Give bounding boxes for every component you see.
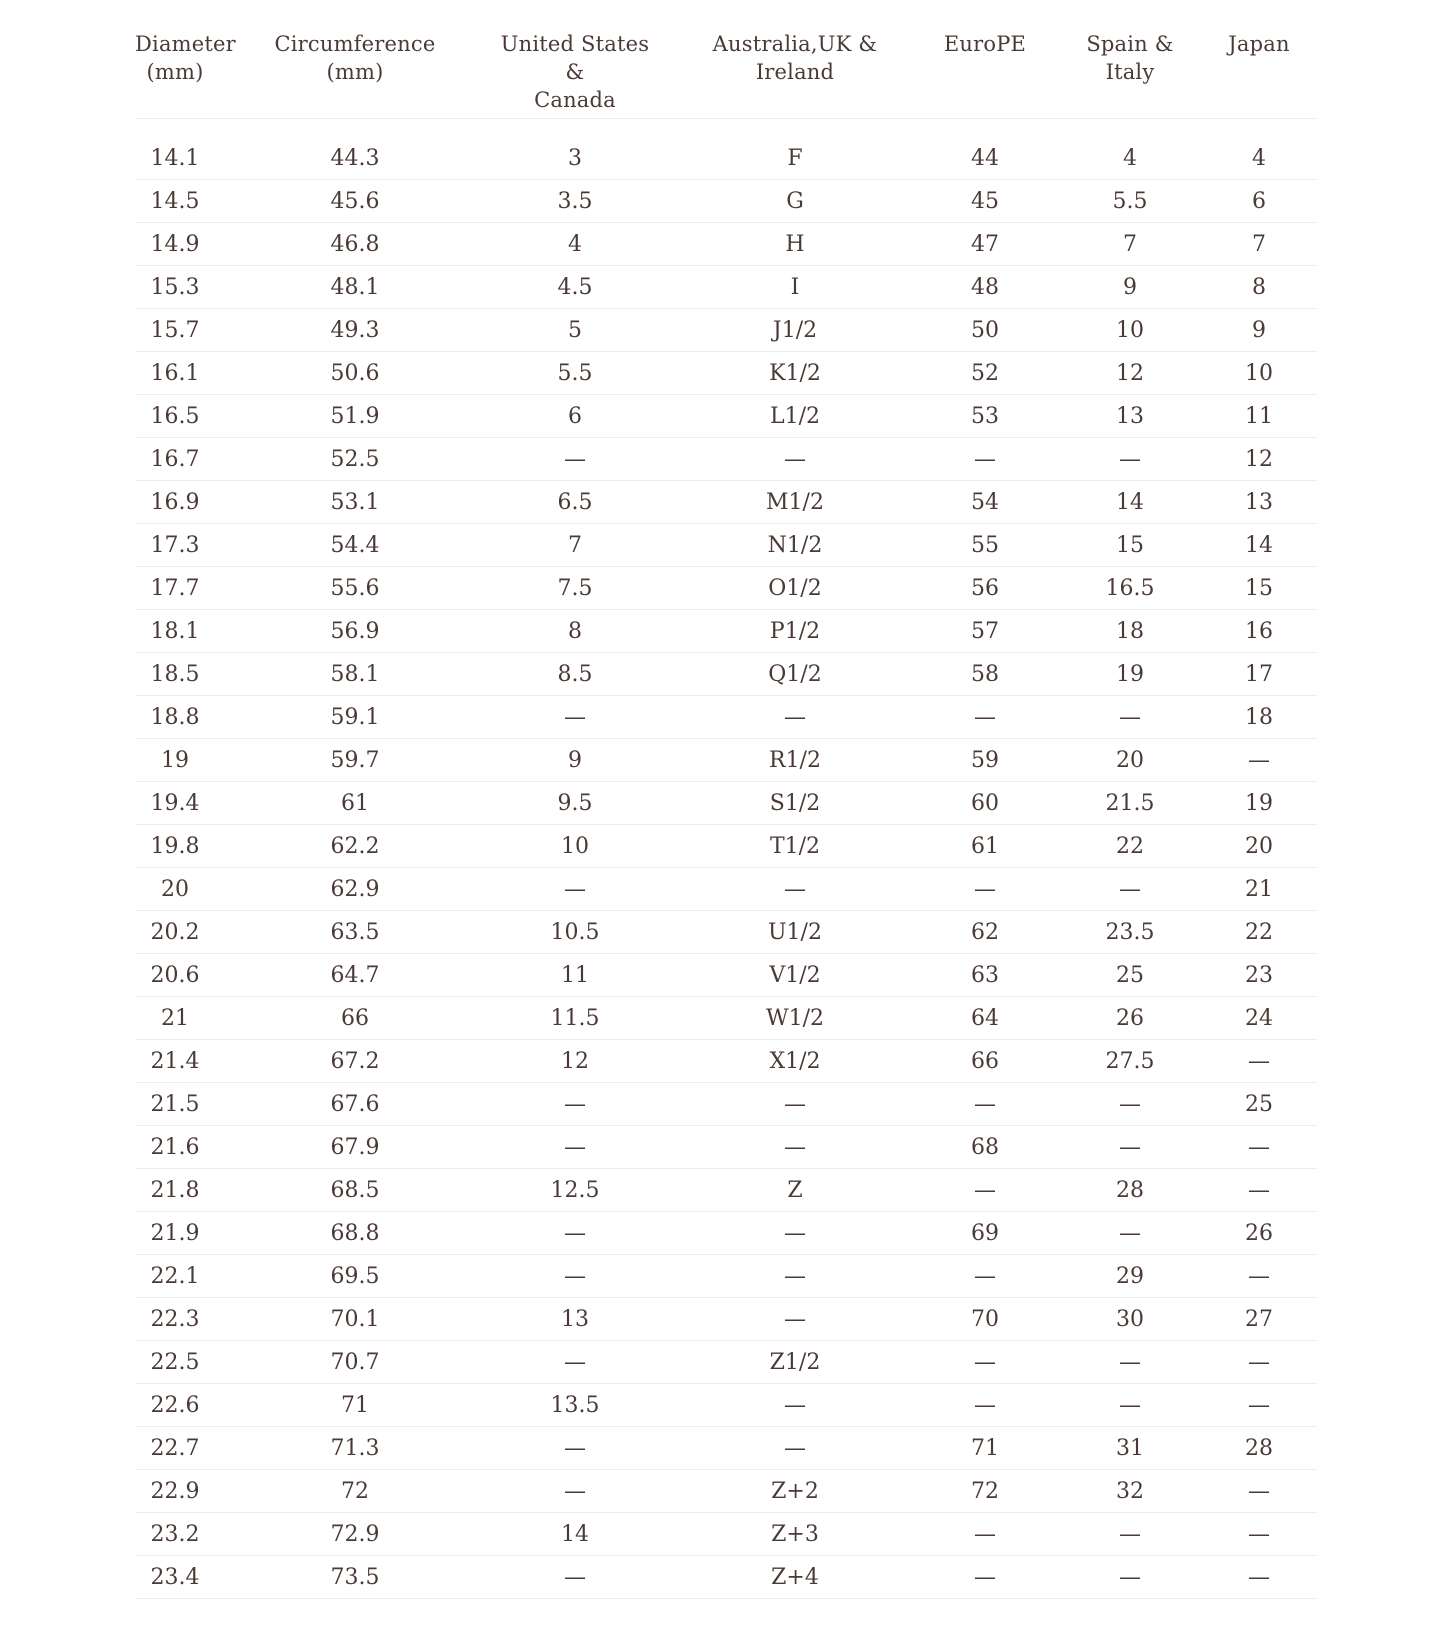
cell-japan: 19 xyxy=(1245,790,1273,816)
cell-japan: — xyxy=(1248,1521,1270,1547)
cell-us-canada: 14 xyxy=(561,1521,589,1547)
cell-japan: 23 xyxy=(1245,962,1273,988)
cell-australia-uk-ireland: M1/2 xyxy=(766,489,824,515)
cell-us-canada: — xyxy=(564,1478,586,1504)
table-row xyxy=(135,1384,1317,1427)
cell-spain-italy: 13 xyxy=(1116,403,1144,429)
cell-europe: 52 xyxy=(971,360,999,386)
cell-australia-uk-ireland: Z+4 xyxy=(771,1564,819,1590)
cell-japan: 17 xyxy=(1245,661,1273,687)
cell-diameter: 18.1 xyxy=(150,618,200,644)
cell-europe: 71 xyxy=(971,1435,999,1461)
table-row xyxy=(135,180,1317,223)
table-row xyxy=(135,825,1317,868)
cell-circumference: 59.7 xyxy=(330,747,380,773)
cell-japan: 11 xyxy=(1245,403,1273,429)
header-diameter: Diameter (mm) xyxy=(135,32,236,84)
cell-japan: 20 xyxy=(1245,833,1273,859)
cell-europe: — xyxy=(974,1349,996,1375)
cell-spain-italy: 9 xyxy=(1123,274,1137,300)
cell-japan: 21 xyxy=(1245,876,1273,902)
cell-europe: — xyxy=(974,1091,996,1117)
cell-europe: 70 xyxy=(971,1306,999,1332)
table-row xyxy=(135,954,1317,997)
cell-australia-uk-ireland: — xyxy=(784,704,806,730)
cell-diameter: 18.5 xyxy=(150,661,200,687)
cell-australia-uk-ireland: T1/2 xyxy=(769,833,821,859)
ring-size-table xyxy=(135,30,1317,1599)
cell-diameter: 21.5 xyxy=(150,1091,200,1117)
cell-circumference: 44.3 xyxy=(330,145,380,171)
table-row xyxy=(135,1470,1317,1513)
cell-circumference: 58.1 xyxy=(330,661,380,687)
cell-circumference: 67.9 xyxy=(330,1134,380,1160)
cell-circumference: 71 xyxy=(341,1392,369,1418)
cell-japan: 9 xyxy=(1252,317,1266,343)
table-row xyxy=(135,1083,1317,1126)
cell-diameter: 23.4 xyxy=(150,1564,200,1590)
cell-circumference: 55.6 xyxy=(330,575,380,601)
cell-japan: — xyxy=(1248,1564,1270,1590)
cell-circumference: 69.5 xyxy=(330,1263,380,1289)
cell-us-canada: 3.5 xyxy=(557,188,593,214)
cell-europe: 47 xyxy=(971,231,999,257)
cell-us-canada: — xyxy=(564,1220,586,1246)
cell-australia-uk-ireland: P1/2 xyxy=(769,618,821,644)
cell-us-canada: — xyxy=(564,876,586,902)
cell-us-canada: — xyxy=(564,1134,586,1160)
cell-us-canada: 12.5 xyxy=(550,1177,600,1203)
cell-diameter: 22.6 xyxy=(150,1392,200,1418)
cell-us-canada: — xyxy=(564,1435,586,1461)
cell-us-canada: 9.5 xyxy=(557,790,593,816)
cell-japan: 4 xyxy=(1252,145,1266,171)
cell-australia-uk-ireland: — xyxy=(784,1091,806,1117)
cell-japan: 25 xyxy=(1245,1091,1273,1117)
cell-diameter: 16.5 xyxy=(150,403,200,429)
cell-diameter: 22.1 xyxy=(150,1263,200,1289)
cell-australia-uk-ireland: — xyxy=(784,876,806,902)
cell-spain-italy: 30 xyxy=(1116,1306,1144,1332)
cell-us-canada: 5.5 xyxy=(557,360,593,386)
cell-spain-italy: — xyxy=(1119,876,1141,902)
cell-diameter: 17.7 xyxy=(150,575,200,601)
cell-circumference: 54.4 xyxy=(330,532,380,558)
cell-us-canada: 9 xyxy=(568,747,582,773)
table-row xyxy=(135,352,1317,395)
cell-us-canada: — xyxy=(564,1091,586,1117)
cell-us-canada: 4.5 xyxy=(557,274,593,300)
cell-australia-uk-ireland: F xyxy=(787,145,803,171)
cell-europe: 68 xyxy=(971,1134,999,1160)
cell-diameter: 14.5 xyxy=(150,188,200,214)
cell-circumference: 53.1 xyxy=(330,489,380,515)
cell-circumference: 73.5 xyxy=(330,1564,380,1590)
table-row xyxy=(135,438,1317,481)
cell-japan: 7 xyxy=(1252,231,1266,257)
cell-europe: 62 xyxy=(971,919,999,945)
header-europe: EuroPE xyxy=(943,32,1027,56)
table-row xyxy=(135,1427,1317,1470)
cell-japan: 6 xyxy=(1252,188,1266,214)
cell-europe: 50 xyxy=(971,317,999,343)
cell-spain-italy: 28 xyxy=(1116,1177,1144,1203)
cell-diameter: 21.9 xyxy=(150,1220,200,1246)
cell-us-canada: — xyxy=(564,1263,586,1289)
cell-europe: — xyxy=(974,1392,996,1418)
cell-australia-uk-ireland: Z+3 xyxy=(771,1521,819,1547)
table-row xyxy=(135,137,1317,180)
cell-australia-uk-ireland: — xyxy=(784,1306,806,1332)
cell-europe: 72 xyxy=(971,1478,999,1504)
cell-australia-uk-ireland: N1/2 xyxy=(767,532,823,558)
cell-circumference: 59.1 xyxy=(330,704,380,730)
table-row xyxy=(135,911,1317,954)
cell-diameter: 15.7 xyxy=(150,317,200,343)
cell-spain-italy: 4 xyxy=(1123,145,1137,171)
cell-us-canada: 8.5 xyxy=(557,661,593,687)
cell-circumference: 61 xyxy=(341,790,369,816)
cell-spain-italy: 20 xyxy=(1116,747,1144,773)
table-body xyxy=(135,119,1317,1599)
cell-europe: 45 xyxy=(971,188,999,214)
cell-circumference: 71.3 xyxy=(330,1435,380,1461)
cell-europe: 59 xyxy=(971,747,999,773)
table-row xyxy=(135,868,1317,911)
cell-spain-italy: — xyxy=(1119,704,1141,730)
table-row xyxy=(135,782,1317,825)
cell-europe: 56 xyxy=(971,575,999,601)
cell-spain-italy: 7 xyxy=(1123,231,1137,257)
cell-australia-uk-ireland: O1/2 xyxy=(768,575,822,601)
cell-diameter: 23.2 xyxy=(150,1521,200,1547)
cell-circumference: 51.9 xyxy=(330,403,380,429)
cell-europe: — xyxy=(974,704,996,730)
header-spain-italy: Spain & Italy xyxy=(1086,32,1174,84)
cell-europe: 57 xyxy=(971,618,999,644)
cell-spain-italy: — xyxy=(1119,1220,1141,1246)
cell-japan: 10 xyxy=(1245,360,1273,386)
cell-us-canada: 10.5 xyxy=(550,919,600,945)
cell-australia-uk-ireland: V1/2 xyxy=(769,962,821,988)
cell-circumference: 67.6 xyxy=(330,1091,380,1117)
table-row xyxy=(135,524,1317,567)
cell-europe: 63 xyxy=(971,962,999,988)
table-row xyxy=(135,266,1317,309)
table-row xyxy=(135,395,1317,438)
cell-spain-italy: 10 xyxy=(1116,317,1144,343)
cell-japan: 12 xyxy=(1245,446,1273,472)
cell-japan: 27 xyxy=(1245,1306,1273,1332)
cell-australia-uk-ireland: G xyxy=(786,188,804,214)
cell-australia-uk-ireland: I xyxy=(790,274,800,300)
cell-europe: 66 xyxy=(971,1048,999,1074)
cell-japan: 24 xyxy=(1245,1005,1273,1031)
cell-us-canada: 12 xyxy=(561,1048,589,1074)
cell-diameter: 20.2 xyxy=(150,919,200,945)
cell-diameter: 16.1 xyxy=(150,360,200,386)
cell-diameter: 22.3 xyxy=(150,1306,200,1332)
cell-japan: 8 xyxy=(1252,274,1266,300)
cell-europe: — xyxy=(974,1177,996,1203)
cell-australia-uk-ireland: L1/2 xyxy=(769,403,820,429)
cell-spain-italy: 27.5 xyxy=(1105,1048,1155,1074)
cell-japan: 28 xyxy=(1245,1435,1273,1461)
table-row xyxy=(135,739,1317,782)
cell-diameter: 14.1 xyxy=(150,145,200,171)
cell-diameter: 14.9 xyxy=(150,231,200,257)
cell-japan: 15 xyxy=(1245,575,1273,601)
cell-australia-uk-ireland: Z+2 xyxy=(771,1478,819,1504)
cell-europe: — xyxy=(974,876,996,902)
cell-japan: — xyxy=(1248,1134,1270,1160)
cell-circumference: 49.3 xyxy=(330,317,380,343)
cell-australia-uk-ireland: S1/2 xyxy=(769,790,821,816)
table-row xyxy=(135,1556,1317,1599)
table-row xyxy=(135,1169,1317,1212)
cell-us-canada: 8 xyxy=(568,618,582,644)
cell-diameter: 20 xyxy=(161,876,189,902)
cell-diameter: 16.9 xyxy=(150,489,200,515)
cell-europe: — xyxy=(974,1263,996,1289)
cell-spain-italy: — xyxy=(1119,1349,1141,1375)
cell-spain-italy: 16.5 xyxy=(1105,575,1155,601)
cell-europe: 58 xyxy=(971,661,999,687)
cell-spain-italy: — xyxy=(1119,1392,1141,1418)
cell-diameter: 20.6 xyxy=(150,962,200,988)
table-row xyxy=(135,1212,1317,1255)
cell-circumference: 70.1 xyxy=(330,1306,380,1332)
cell-circumference: 62.9 xyxy=(330,876,380,902)
cell-spain-italy: 31 xyxy=(1116,1435,1144,1461)
cell-spain-italy: 23.5 xyxy=(1105,919,1155,945)
table-row xyxy=(135,1341,1317,1384)
cell-japan: 26 xyxy=(1245,1220,1273,1246)
cell-europe: 55 xyxy=(971,532,999,558)
cell-circumference: 67.2 xyxy=(330,1048,380,1074)
header-circumference: Circumference (mm) xyxy=(274,32,436,84)
cell-us-canada: 11.5 xyxy=(550,1005,600,1031)
cell-diameter: 15.3 xyxy=(150,274,200,300)
cell-japan: 16 xyxy=(1245,618,1273,644)
cell-diameter: 19.4 xyxy=(150,790,200,816)
cell-europe: 69 xyxy=(971,1220,999,1246)
cell-spain-italy: 18 xyxy=(1116,618,1144,644)
cell-spain-italy: — xyxy=(1119,1134,1141,1160)
table-row xyxy=(135,567,1317,610)
cell-us-canada: 13 xyxy=(561,1306,589,1332)
cell-spain-italy: — xyxy=(1119,1091,1141,1117)
cell-europe: 48 xyxy=(971,274,999,300)
cell-circumference: 64.7 xyxy=(330,962,380,988)
cell-diameter: 22.9 xyxy=(150,1478,200,1504)
cell-circumference: 66 xyxy=(341,1005,369,1031)
cell-circumference: 62.2 xyxy=(330,833,380,859)
cell-spain-italy: 29 xyxy=(1116,1263,1144,1289)
cell-circumference: 63.5 xyxy=(330,919,380,945)
cell-japan: 22 xyxy=(1245,919,1273,945)
cell-circumference: 68.8 xyxy=(330,1220,380,1246)
cell-circumference: 50.6 xyxy=(330,360,380,386)
header-us-canada: United States & Canada xyxy=(500,32,650,112)
cell-circumference: 46.8 xyxy=(330,231,380,257)
cell-australia-uk-ireland: — xyxy=(784,1134,806,1160)
cell-spain-italy: — xyxy=(1119,1564,1141,1590)
cell-spain-italy: — xyxy=(1119,1521,1141,1547)
cell-spain-italy: — xyxy=(1119,446,1141,472)
cell-spain-italy: 12 xyxy=(1116,360,1144,386)
cell-japan: — xyxy=(1248,1048,1270,1074)
table-row xyxy=(135,1513,1317,1556)
cell-australia-uk-ireland: — xyxy=(784,446,806,472)
cell-us-canada: 5 xyxy=(568,317,582,343)
cell-japan: 18 xyxy=(1245,704,1273,730)
cell-us-canada: 7 xyxy=(568,532,582,558)
header-australia-uk-ireland: Australia,UK & Ireland xyxy=(712,32,878,84)
header-japan: Japan xyxy=(1228,32,1290,56)
table-row xyxy=(135,653,1317,696)
cell-australia-uk-ireland: — xyxy=(784,1263,806,1289)
cell-spain-italy: 26 xyxy=(1116,1005,1144,1031)
cell-us-canada: 6 xyxy=(568,403,582,429)
cell-europe: 60 xyxy=(971,790,999,816)
cell-europe: — xyxy=(974,1564,996,1590)
cell-us-canada: — xyxy=(564,1564,586,1590)
cell-diameter: 21.8 xyxy=(150,1177,200,1203)
cell-australia-uk-ireland: K1/2 xyxy=(769,360,821,386)
cell-us-canada: 7.5 xyxy=(557,575,593,601)
cell-diameter: 16.7 xyxy=(150,446,200,472)
cell-australia-uk-ireland: — xyxy=(784,1220,806,1246)
cell-diameter: 21 xyxy=(161,1005,189,1031)
cell-diameter: 17.3 xyxy=(150,532,200,558)
table-row xyxy=(135,997,1317,1040)
table-row xyxy=(135,481,1317,524)
cell-australia-uk-ireland: Q1/2 xyxy=(768,661,822,687)
cell-circumference: 70.7 xyxy=(330,1349,380,1375)
table-row xyxy=(135,696,1317,739)
cell-australia-uk-ireland: X1/2 xyxy=(769,1048,821,1074)
cell-spain-italy: 21.5 xyxy=(1105,790,1155,816)
cell-japan: — xyxy=(1248,1349,1270,1375)
cell-japan: 14 xyxy=(1245,532,1273,558)
cell-circumference: 72 xyxy=(341,1478,369,1504)
table-row xyxy=(135,1040,1317,1083)
cell-circumference: 56.9 xyxy=(330,618,380,644)
cell-spain-italy: 22 xyxy=(1116,833,1144,859)
cell-japan: — xyxy=(1248,1177,1270,1203)
cell-australia-uk-ireland: H xyxy=(785,231,805,257)
cell-diameter: 18.8 xyxy=(150,704,200,730)
cell-japan: — xyxy=(1248,1392,1270,1418)
cell-spain-italy: 25 xyxy=(1116,962,1144,988)
table-row xyxy=(135,1255,1317,1298)
cell-australia-uk-ireland: J1/2 xyxy=(772,317,818,343)
cell-australia-uk-ireland: R1/2 xyxy=(769,747,821,773)
cell-europe: — xyxy=(974,446,996,472)
cell-australia-uk-ireland: — xyxy=(784,1392,806,1418)
cell-japan: 13 xyxy=(1245,489,1273,515)
table-row xyxy=(135,1126,1317,1169)
cell-diameter: 21.6 xyxy=(150,1134,200,1160)
table-row xyxy=(135,1298,1317,1341)
cell-us-canada: 6.5 xyxy=(557,489,593,515)
cell-japan: — xyxy=(1248,1478,1270,1504)
cell-us-canada: — xyxy=(564,446,586,472)
cell-europe: 53 xyxy=(971,403,999,429)
cell-diameter: 22.5 xyxy=(150,1349,200,1375)
cell-spain-italy: 19 xyxy=(1116,661,1144,687)
cell-us-canada: 11 xyxy=(561,962,589,988)
cell-europe: 44 xyxy=(971,145,999,171)
cell-circumference: 68.5 xyxy=(330,1177,380,1203)
cell-spain-italy: 14 xyxy=(1116,489,1144,515)
cell-australia-uk-ireland: W1/2 xyxy=(765,1005,825,1031)
cell-us-canada: 13.5 xyxy=(550,1392,600,1418)
table-row xyxy=(135,610,1317,653)
cell-europe: 61 xyxy=(971,833,999,859)
cell-us-canada: 3 xyxy=(568,145,582,171)
cell-diameter: 22.7 xyxy=(150,1435,200,1461)
cell-spain-italy: 32 xyxy=(1116,1478,1144,1504)
cell-japan: — xyxy=(1248,1263,1270,1289)
cell-spain-italy: 5.5 xyxy=(1112,188,1148,214)
table-row xyxy=(135,223,1317,266)
cell-australia-uk-ireland: — xyxy=(784,1435,806,1461)
cell-diameter: 19 xyxy=(161,747,189,773)
table-header xyxy=(135,30,1317,119)
cell-diameter: 19.8 xyxy=(150,833,200,859)
cell-diameter: 21.4 xyxy=(150,1048,200,1074)
cell-europe: — xyxy=(974,1521,996,1547)
cell-spain-italy: 15 xyxy=(1116,532,1144,558)
cell-circumference: 72.9 xyxy=(330,1521,380,1547)
cell-australia-uk-ireland: Z1/2 xyxy=(769,1349,821,1375)
cell-circumference: 52.5 xyxy=(330,446,380,472)
cell-circumference: 48.1 xyxy=(330,274,380,300)
cell-us-canada: 4 xyxy=(568,231,582,257)
cell-us-canada: — xyxy=(564,1349,586,1375)
cell-europe: 64 xyxy=(971,1005,999,1031)
table-row xyxy=(135,309,1317,352)
cell-europe: 54 xyxy=(971,489,999,515)
cell-us-canada: 10 xyxy=(561,833,589,859)
cell-australia-uk-ireland: Z xyxy=(787,1177,803,1203)
cell-us-canada: — xyxy=(564,704,586,730)
cell-australia-uk-ireland: U1/2 xyxy=(768,919,822,945)
cell-circumference: 45.6 xyxy=(330,188,380,214)
cell-japan: — xyxy=(1248,747,1270,773)
